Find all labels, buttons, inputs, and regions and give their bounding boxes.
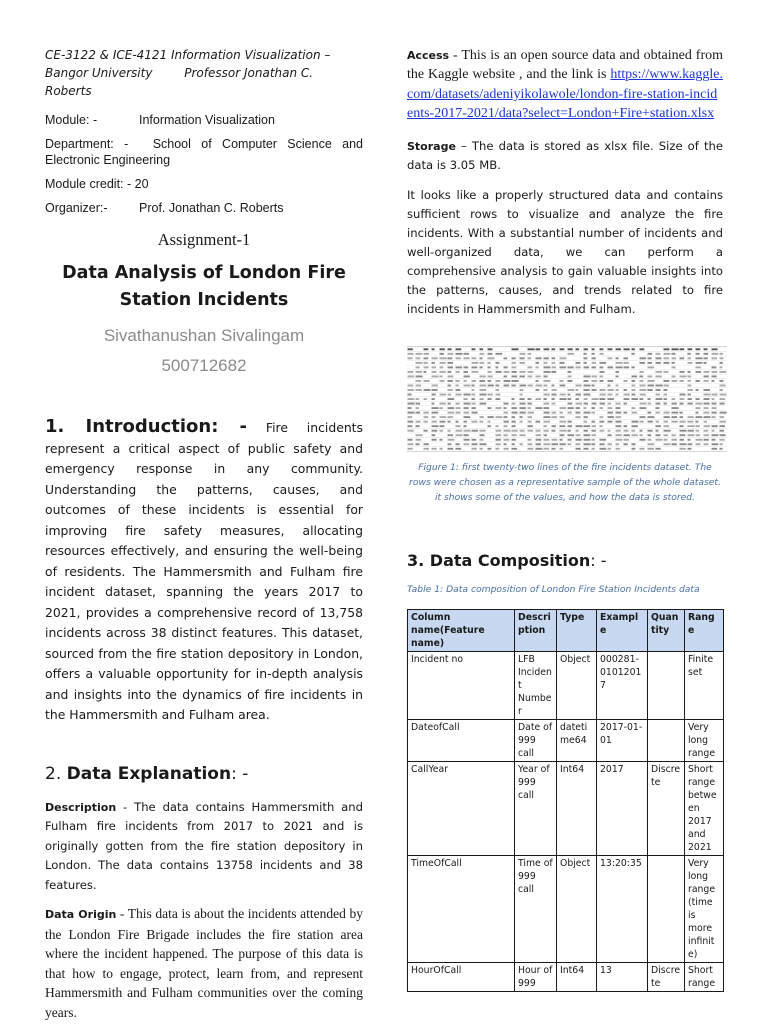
origin-text: - This data is about the incidents attended by the London Fire Brigade includes the fire station area where the incident happened. The purpose of this data is that how to engage, protect, learn from, and represent Hammersmith and Fulham communities over the coming years. [45,906,363,1020]
figure-caption: Figure 1: first twenty-two lines of the fire incidents dataset. The rows were chosen as a representative sample of the whole dataset. it shows some of the values, and how the data is stored. [409,461,721,503]
structure-paragraph: It looks like a properly structured data and contains sufficient rows to visualize and analyze the fire incidents. With a substantial number of incidents and well-organized data, we can perform a comprehensive analysis to gain valuable insights into the patterns, causes, and trends related to fire incidents in Hammersmith and Fulham. [407,187,723,316]
table-cell: datetime64 [557,719,597,761]
department-value: School of Computer Science and Electronic Engineering [45,137,363,167]
table-cell: LFB Incident Number [515,651,557,719]
origin-paragraph [45,904,363,1022]
table-cell: Hour of 999 [515,962,557,991]
module-row [45,112,363,128]
table-row [408,855,724,962]
origin-label: Data Origin [45,908,117,921]
table-cell: CallYear [408,761,515,855]
table-cell: 13:20:35 [597,855,648,962]
department-label: Department: - [45,137,129,151]
data-explanation-heading [45,764,363,784]
table-cell: Discrete [648,962,685,991]
dataset-screenshot-image [407,346,727,452]
table-cell [648,855,685,962]
column-header: Column name(Feature name) [408,609,515,651]
storage-paragraph [407,137,723,175]
composition-heading-suffix: : - [590,550,607,570]
composition-heading-text: 3. Data Composition [407,550,591,570]
table-header-row [408,609,724,651]
right-column [407,46,723,992]
introduction-text: Fire incidents represent a critical aspect of public safety and emergency response in any community. Understanding the patterns, causes, and outcomes of these incidents is essential for improving fire safety measures, allocating resources effectively, and ensuring the well-being of residents. The Hammersmith and Fulham fire incident dataset, spanning the years 2017 to 2021, provides a comprehensive record of 13,758 incidents across 38 distinct features. This dataset, sourced from the fire station depository in London, offers a valuable opportunity for in-depth analysis and insights into the dynamics of fire incidents in the Hammersmith and Fulham area. [45,420,363,722]
description-text: - The data contains Hammersmith and Fulham fire incidents from 2017 to 2021 and is originally gotten from the fire station depository in London. The data contains 13758 incidents and 38 features. [45,799,363,892]
description-paragraph [45,798,363,896]
left-column [45,46,363,1022]
course-title: CE-3122 & ICE-4121 Information Visualization – Bangor University [45,48,331,80]
table-cell: 13 [597,962,648,991]
document-title: Data Analysis of London Fire Station Incidents [62,263,346,310]
author-name: Sivathanushan Sivalingam [103,326,305,345]
table-cell: Int64 [557,962,597,991]
access-label: Access [407,49,450,62]
introduction-section [45,417,363,726]
spreadsheet-thumbnail [407,347,727,451]
course-header [45,46,363,100]
organizer-row [45,200,363,216]
credit-row [45,176,363,192]
table-row [408,719,724,761]
column-header: Type [557,609,597,651]
organizer-label: Organizer:- [45,201,108,215]
table-cell: Date of 999 call [515,719,557,761]
credit-value: 20 [134,177,149,191]
column-header: Quantity [648,609,685,651]
data-composition-heading [407,551,723,570]
table-cell [648,651,685,719]
storage-text: – The data is stored as xlsx file. Size of the data is 3.05 MB. [407,138,723,172]
table-cell: Short range [685,962,724,991]
table-cell: Finite set [685,651,724,719]
heading-suffix: : - [231,763,249,784]
heading-text: Data Explanation [66,763,232,784]
table-row [408,651,724,719]
table-cell: Year of 999 call [515,761,557,855]
credit-label: Module credit: - [45,177,132,191]
access-text: - This is an open source data and obtained from the Kaggle website , and the link is [407,48,723,83]
table-cell: TimeOfCall [408,855,515,962]
kaggle-link[interactable]: https://www.kaggle.com/datasets/adeniyikolawole/london-fire-station-incidents-2017-2021/data?select=London+Fire+station.xlsx [407,67,723,122]
table-cell [648,719,685,761]
table-cell: 2017-01-01 [597,719,648,761]
table-cell: HourOfCall [408,962,515,991]
heading-number: 2. [45,763,67,784]
description-label: Description [45,800,117,814]
table-cell: 2017 [597,761,648,855]
table-cell: Object [557,651,597,719]
table-cell: Int64 [557,761,597,855]
assignment-label: Assignment-1 [157,230,251,249]
column-header: Description [515,609,557,651]
professor-line: Professor Jonathan C. Roberts [45,66,314,98]
access-paragraph [407,46,723,124]
storage-label: Storage [407,139,456,153]
table-caption: Table 1: Data composition of London Fire Station Incidents data [407,583,700,595]
table-row [408,761,724,855]
organizer-value: Prof. Jonathan C. Roberts [139,201,284,215]
data-composition-table [407,609,724,992]
table-cell: 000281-01012017 [597,651,648,719]
module-value: Information Visualization [139,113,275,127]
table-cell: Incident no [408,651,515,719]
table-cell: Short range between 2017 and 2021 [685,761,724,855]
table-cell: Object [557,855,597,962]
department-row [45,136,363,168]
student-id: 500712682 [161,356,247,375]
introduction-heading: 1. Introduction: - [45,416,248,437]
table-cell: Discrete [648,761,685,855]
table-cell: Very long range (time is more infinite) [685,855,724,962]
table-cell: Time of 999 call [515,855,557,962]
table-row [408,962,724,991]
column-header: Range [685,609,724,651]
column-header: Example [597,609,648,651]
module-label: Module: - [45,113,98,127]
table-cell: DateofCall [408,719,515,761]
table-cell: Very long range [685,719,724,761]
